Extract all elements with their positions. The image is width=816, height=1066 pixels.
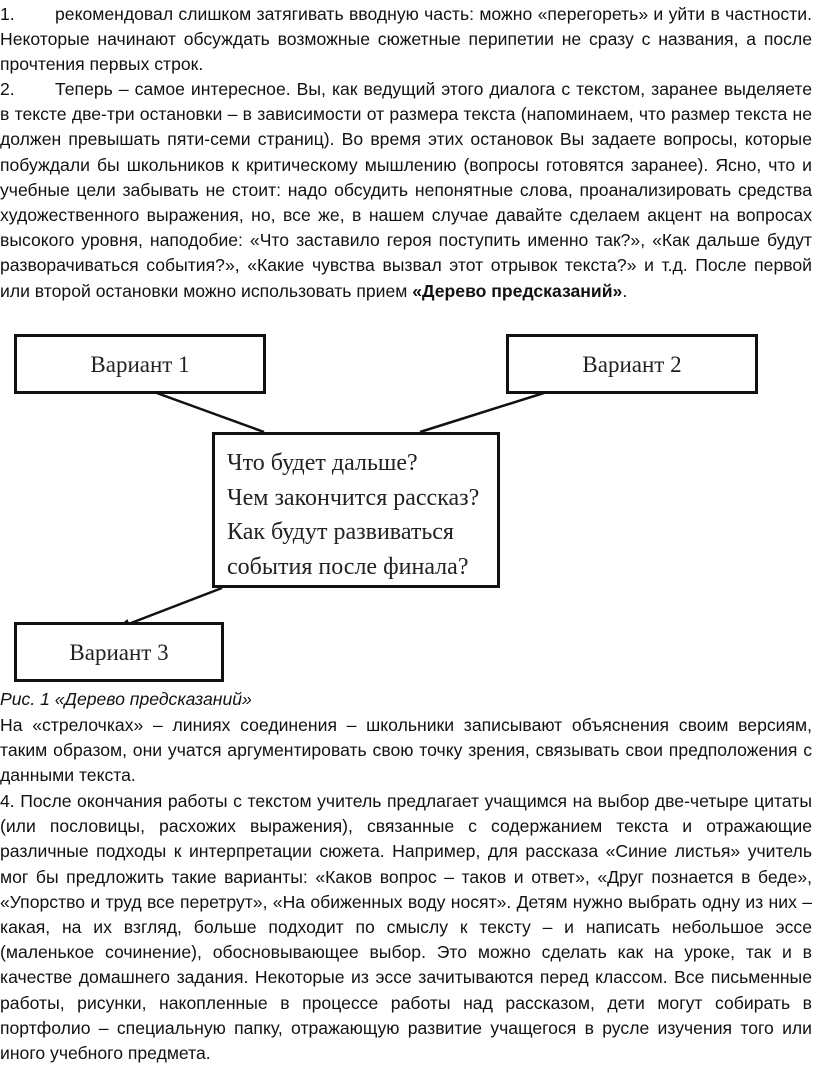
variant-2-box — [506, 334, 758, 394]
center-questions-box — [212, 432, 500, 588]
variant-1-label: Вариант 1 — [90, 351, 190, 377]
variant-3-label: Вариант 3 — [69, 639, 169, 665]
question-line-2: Чем закончится рассказ? — [227, 484, 480, 511]
question-line-3: Как будут развиваться — [227, 519, 454, 545]
paragraph-1-text: рекомендовал слишком затягивать вводную часть: можно «перегореть» и уйти в частности. Некоторые начинают обсуждать возможные сюжетные перипетии не сразу с названия, а после прочтения первых строк. — [0, 4, 812, 75]
paragraph-2-bold-term: «Дерево предсказаний» — [412, 280, 623, 301]
paragraph-1 — [0, 2, 812, 78]
paragraph-3-text: На «стрелочках» – линиях соединения – школьники записывают объяснения своим версиям, таким образом, они учатся аргументировать свою точку зрения, связывать свои предположения с данными текста. — [0, 715, 812, 786]
paragraph-2-text: Теперь – самое интересное. Вы, как ведущий этого диалога с текстом, заранее выделяете в тексте две-три остановки – в зависимости от размера текста (напоминаем, что размер текста не должен превышать пяти-семи страниц). Во время этих остановок Вы задаете вопросы, которые побуждали бы школьников к критическому мышлению (вопросы готовятся заранее). Ясно, что и учебные цели забывать не стоит: надо обсудить непонятные слова, проанализировать средства художественного выражения, но, все же, в нашем случае давайте сделаем акцент на вопросах высокого уровня, наподобие: «Что заставило героя поступить именно так?», «Как дальше будут разворачиваться события?», «Какие чувства вызвал этот отрывок текста?» и т.д. После первой или второй остановки можно использовать прием — [0, 79, 812, 301]
variant-2-label: Вариант 2 — [582, 351, 682, 377]
paragraph-4-text: 4. После окончания работы с текстом учитель предлагает учащимся на выбор две-четыре цитаты (или пословицы, расхожих выражения), связанные с содержанием текста и отражающие различные подходы к интерпретации сюжета. Например, для рассказа «Синие листья» учитель мог бы предложить такие варианты: «Каков вопрос – таков и ответ», «Друг познается в беде», «Упорство и труд все перетрут», «На обиженных воду носят». Детям нужно выбрать одну из них – какая, на их взгляд, больше подходит по смыслу к тексту – и написать небольшое эссе (маленькое сочинение), обосновывающее выбор. Это можно сделать как на уроке, так и в качестве домашнего задания. Некоторые из эссе зачитываются перед классом. Все письменные работы, рисунки, накопленные в процессе работы над рассказом, дети могут собирать в портфолио – специальную папку, отражающую развитие учащегося в русле изучения того или иного учебного предмета. — [0, 791, 812, 1064]
variant-1-box — [14, 334, 266, 394]
paragraph-2-number: 2. — [0, 79, 15, 99]
paragraph-2 — [0, 77, 812, 304]
paragraph-2-tail: . — [622, 280, 628, 301]
paragraph-3 — [0, 713, 812, 789]
variant-3-box — [14, 622, 224, 682]
paragraph-4 — [0, 789, 812, 1066]
figure-caption: Рис. 1 «Дерево предсказаний» — [0, 689, 252, 709]
prediction-tree-diagram — [0, 318, 816, 690]
paragraph-1-number: 1. — [0, 4, 15, 24]
question-line-1: Что будет дальше? — [227, 450, 418, 476]
question-line-4: события после финала? — [227, 553, 469, 580]
